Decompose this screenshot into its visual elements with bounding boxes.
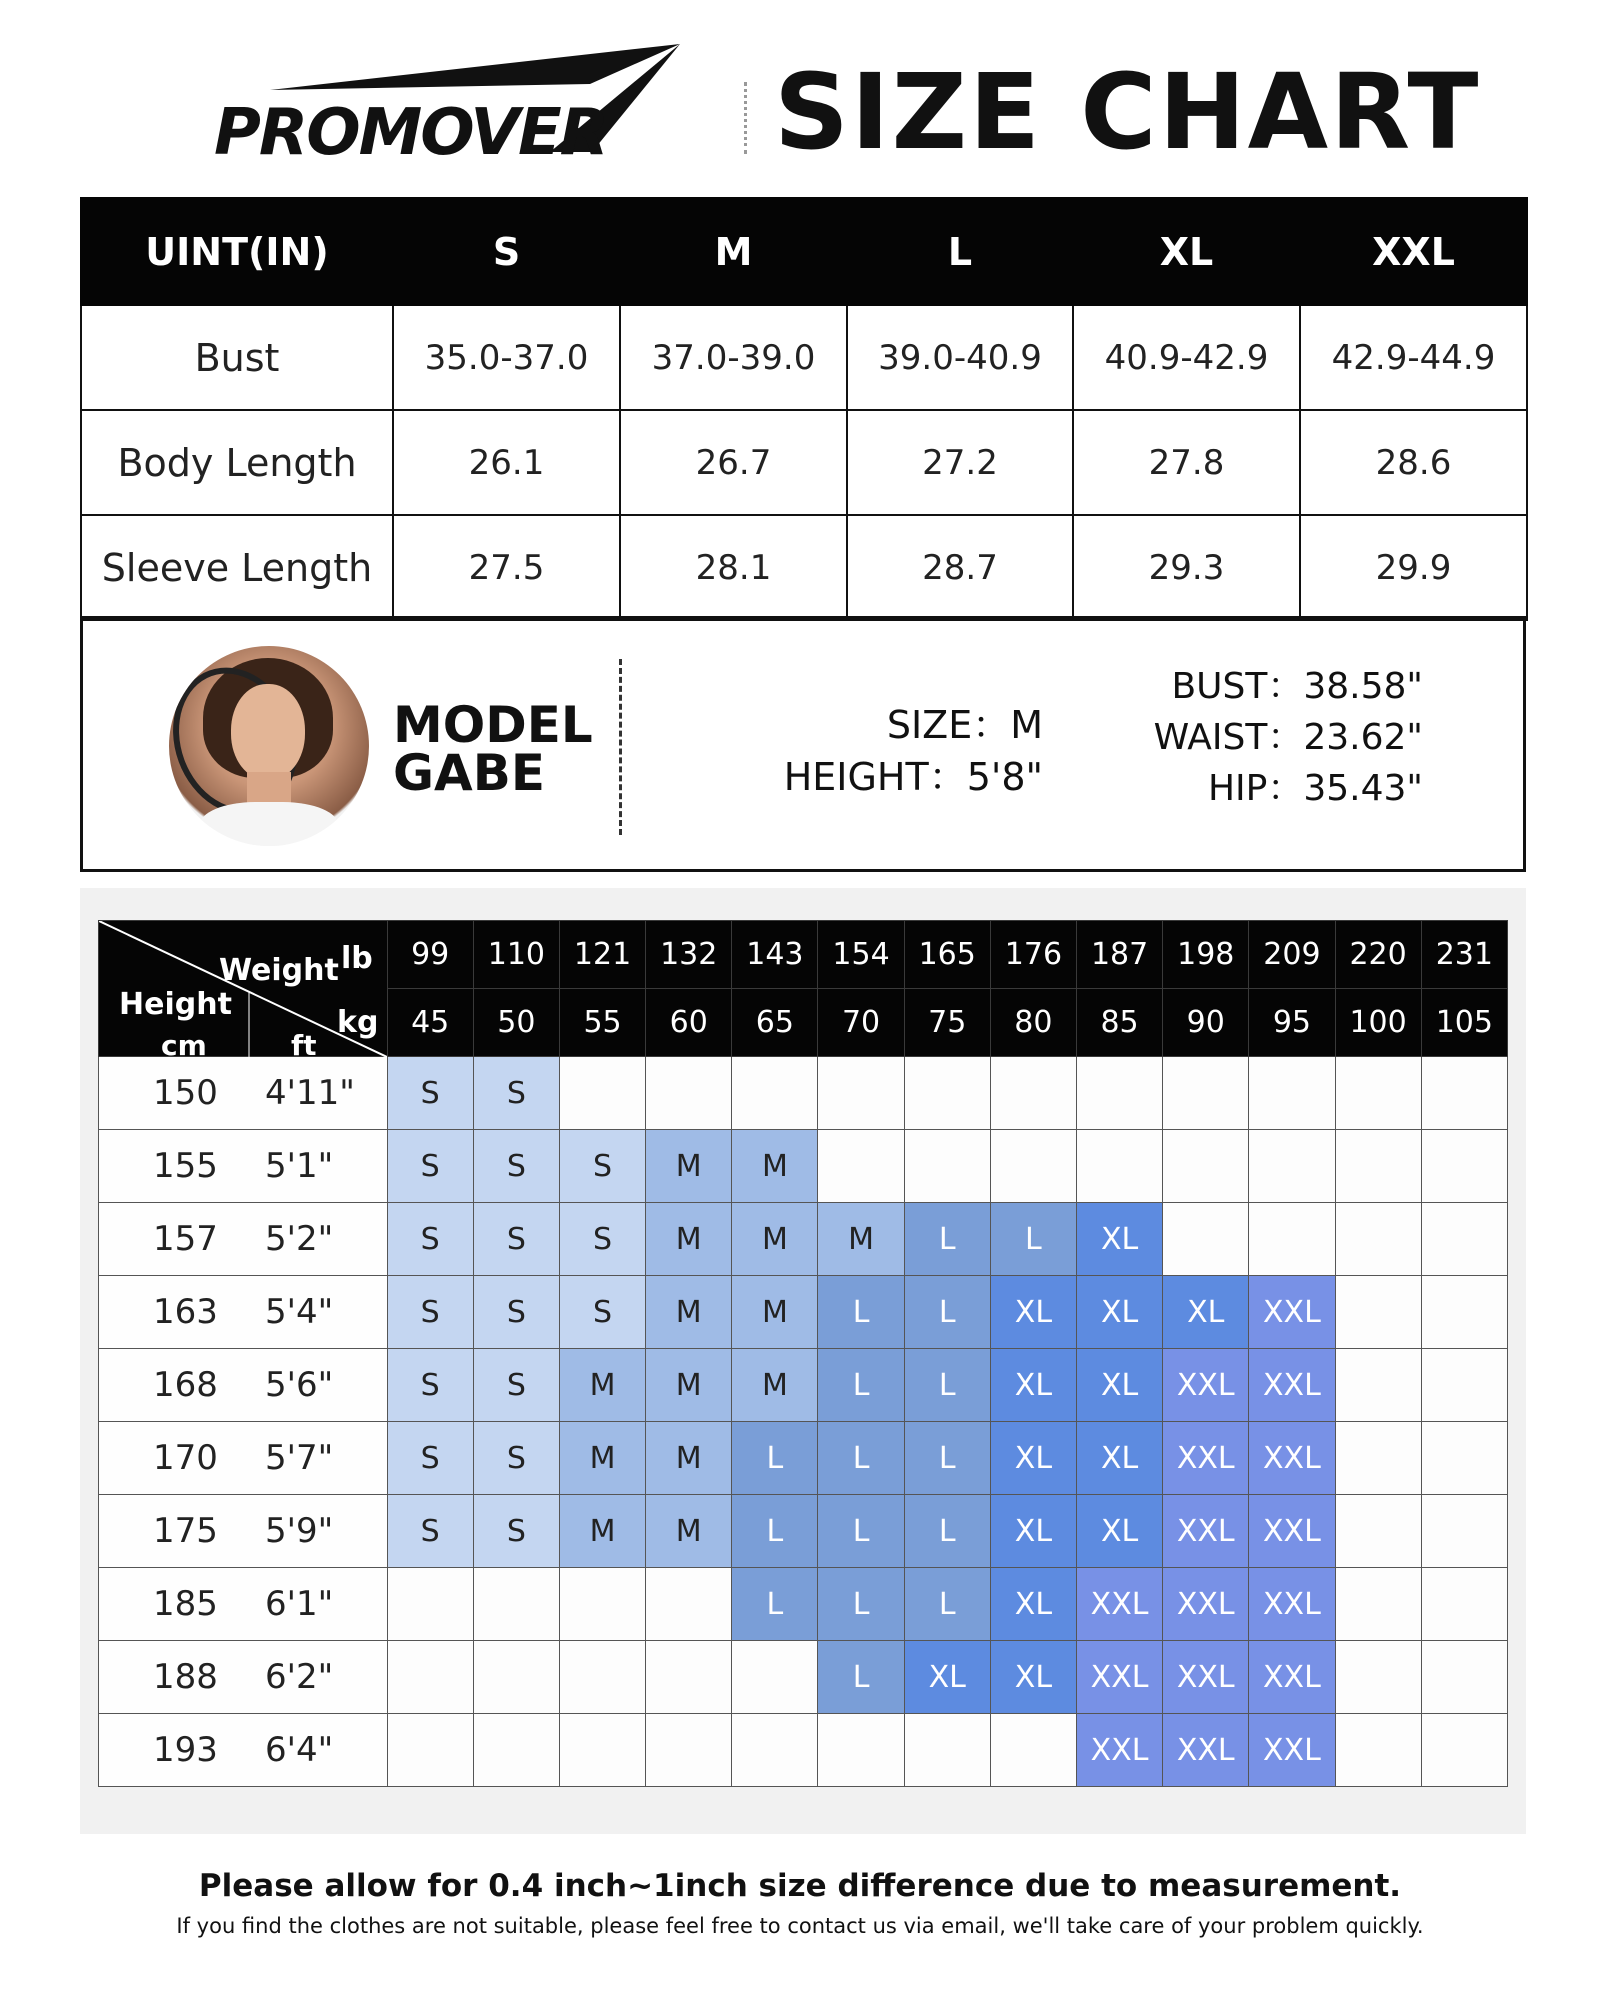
size-cell: XXL: [1163, 1349, 1249, 1422]
size-cell: [559, 1714, 645, 1787]
size-cell: XL: [1076, 1276, 1162, 1349]
size-cell: M: [646, 1130, 732, 1203]
size-cell: L: [904, 1349, 990, 1422]
weight-lb-header: 198: [1163, 921, 1249, 989]
size-cell: L: [904, 1495, 990, 1568]
size-cell: M: [646, 1276, 732, 1349]
height-row: [99, 1349, 1508, 1422]
size-cell: [1335, 1641, 1421, 1714]
size-cell: S: [473, 1057, 559, 1130]
size-cell: XXL: [1163, 1422, 1249, 1495]
size-cell: XL: [1076, 1349, 1162, 1422]
height-cm: 157: [153, 1219, 218, 1259]
size-cell: XL: [1076, 1203, 1162, 1276]
size-cell: XXL: [1163, 1495, 1249, 1568]
height-ft: 6'4": [265, 1730, 334, 1770]
size-header: M: [620, 198, 847, 305]
model-avatar: [169, 646, 369, 846]
weight-kg-header: 105: [1421, 989, 1507, 1057]
page-header: [0, 0, 1600, 190]
size-cell: M: [559, 1349, 645, 1422]
size-cell: M: [646, 1203, 732, 1276]
size-cell: XXL: [1163, 1641, 1249, 1714]
size-cell: [1076, 1130, 1162, 1203]
size-cell: [387, 1568, 473, 1641]
size-cell: [473, 1568, 559, 1641]
size-cell: [732, 1714, 818, 1787]
size-cell: XXL: [1249, 1276, 1335, 1349]
model-name: MODEL GABE: [393, 696, 593, 802]
size-cell: M: [559, 1495, 645, 1568]
size-cell: [1076, 1057, 1162, 1130]
weight-kg-header: 90: [1163, 989, 1249, 1057]
measurement-table: [80, 197, 1528, 621]
measurement-row-label: Bust: [81, 305, 393, 410]
height-cell: [99, 1422, 388, 1495]
size-grid-panel: [80, 888, 1526, 1834]
size-cell: L: [904, 1276, 990, 1349]
size-cell: XXL: [1249, 1349, 1335, 1422]
size-cell: [1421, 1276, 1507, 1349]
size-cell: [904, 1057, 990, 1130]
size-cell: [1335, 1568, 1421, 1641]
size-cell: M: [732, 1203, 818, 1276]
size-cell: L: [732, 1422, 818, 1495]
size-cell: [990, 1057, 1076, 1130]
size-cell: [818, 1714, 904, 1787]
size-cell: S: [387, 1422, 473, 1495]
size-cell: XL: [990, 1568, 1076, 1641]
weight-lb-header: 143: [732, 921, 818, 989]
size-cell: [1421, 1422, 1507, 1495]
height-cm: 188: [153, 1657, 218, 1697]
size-cell: XXL: [1249, 1422, 1335, 1495]
height-row: [99, 1495, 1508, 1568]
height-cell: [99, 1714, 388, 1787]
weight-kg-header: 60: [646, 989, 732, 1057]
unit-label: UINT(IN): [81, 198, 393, 305]
measurement-row: [81, 515, 1527, 620]
model-measurements: [1043, 661, 1423, 814]
size-cell: XL: [1076, 1495, 1162, 1568]
size-cell: [1335, 1495, 1421, 1568]
size-cell: S: [387, 1276, 473, 1349]
size-cell: [990, 1130, 1076, 1203]
cm-label: cm: [161, 1029, 207, 1062]
measurement-value: 29.9: [1300, 515, 1527, 620]
weight-lb-header: 209: [1249, 921, 1335, 989]
size-cell: [990, 1714, 1076, 1787]
size-cell: [559, 1057, 645, 1130]
height-cell: [99, 1641, 388, 1714]
weight-lb-header: 110: [473, 921, 559, 989]
height-ft: 6'2": [265, 1657, 334, 1697]
header-divider: [744, 82, 747, 154]
height-cm: 168: [153, 1365, 218, 1405]
height-row: [99, 1641, 1508, 1714]
size-cell: [1163, 1203, 1249, 1276]
height-ft: 5'2": [265, 1219, 334, 1259]
size-cell: XXL: [1249, 1495, 1335, 1568]
model-size-height: [713, 699, 1043, 803]
size-cell: [646, 1568, 732, 1641]
measurement-value: 40.9-42.9: [1073, 305, 1300, 410]
size-cell: S: [387, 1203, 473, 1276]
size-cell: [1421, 1130, 1507, 1203]
size-cell: S: [473, 1203, 559, 1276]
size-cell: [1335, 1349, 1421, 1422]
height-row: [99, 1422, 1508, 1495]
size-cell: S: [387, 1495, 473, 1568]
size-cell: L: [818, 1495, 904, 1568]
size-cell: [1421, 1641, 1507, 1714]
size-cell: M: [732, 1276, 818, 1349]
model-hip: HIP：35.43": [1207, 768, 1423, 809]
weight-lb-header: 99: [387, 921, 473, 989]
size-cell: XXL: [1249, 1641, 1335, 1714]
height-cm: 150: [153, 1073, 218, 1113]
height-cell: [99, 1568, 388, 1641]
measurement-value: 27.2: [847, 410, 1073, 515]
size-cell: L: [818, 1349, 904, 1422]
height-cm: 170: [153, 1438, 218, 1478]
size-cell: XXL: [1076, 1568, 1162, 1641]
size-cell: [1335, 1422, 1421, 1495]
footer-note: Please allow for 0.4 inch~1inch size difference due to measurement.: [198, 1868, 1402, 1904]
size-cell: L: [904, 1568, 990, 1641]
weight-label: Weight: [219, 953, 339, 988]
height-cm: 175: [153, 1511, 218, 1551]
size-cell: [387, 1641, 473, 1714]
measurement-value: 42.9-44.9: [1300, 305, 1527, 410]
weight-kg-header: 75: [904, 989, 990, 1057]
size-cell: [473, 1641, 559, 1714]
size-cell: S: [473, 1130, 559, 1203]
size-cell: S: [473, 1276, 559, 1349]
size-cell: L: [732, 1495, 818, 1568]
lb-label: lb: [341, 941, 373, 976]
height-ft: 6'1": [265, 1584, 334, 1624]
kg-label: kg: [337, 1005, 379, 1040]
size-cell: S: [387, 1349, 473, 1422]
size-header: S: [393, 198, 620, 305]
weight-kg-header: 45: [387, 989, 473, 1057]
size-cell: S: [387, 1057, 473, 1130]
measurement-row: [81, 305, 1527, 410]
size-cell: [1335, 1714, 1421, 1787]
size-cell: [904, 1714, 990, 1787]
size-cell: XL: [1076, 1422, 1162, 1495]
measurement-header-row: [81, 198, 1527, 305]
measurement-value: 27.5: [393, 515, 620, 620]
footer-contact-note: If you find the clothes are not suitable, please feel free to contact us via email, we'll take care of your problem quickly.: [176, 1914, 1424, 1938]
size-cell: M: [646, 1495, 732, 1568]
size-cell: [1335, 1130, 1421, 1203]
size-cell: S: [473, 1495, 559, 1568]
height-label: Height: [119, 987, 232, 1022]
weight-kg-header: 70: [818, 989, 904, 1057]
grid-corner-header: [99, 921, 388, 1062]
height-row: [99, 1130, 1508, 1203]
size-cell: XXL: [1163, 1714, 1249, 1787]
size-cell: XXL: [1076, 1641, 1162, 1714]
size-cell: [1421, 1203, 1507, 1276]
measurement-value: 28.6: [1300, 410, 1527, 515]
size-cell: [646, 1641, 732, 1714]
model-divider: [619, 659, 622, 835]
measurement-value: 28.1: [620, 515, 847, 620]
weight-kg-header: 85: [1076, 989, 1162, 1057]
height-row: [99, 1203, 1508, 1276]
size-cell: XXL: [1249, 1568, 1335, 1641]
measurement-row: [81, 410, 1527, 515]
size-cell: XL: [990, 1276, 1076, 1349]
model-bust: BUST：38.58": [1171, 666, 1423, 707]
size-cell: [1421, 1349, 1507, 1422]
size-cell: [646, 1057, 732, 1130]
size-cell: XL: [990, 1495, 1076, 1568]
height-row: [99, 1568, 1508, 1641]
weight-kg-header: 50: [473, 989, 559, 1057]
weight-kg-header: 80: [990, 989, 1076, 1057]
size-cell: L: [818, 1422, 904, 1495]
size-cell: [1249, 1203, 1335, 1276]
measurement-value: 28.7: [847, 515, 1073, 620]
size-cell: M: [559, 1422, 645, 1495]
size-cell: S: [559, 1130, 645, 1203]
weight-lb-header: 187: [1076, 921, 1162, 989]
lb-row: [99, 921, 1508, 989]
size-cell: S: [559, 1276, 645, 1349]
weight-kg-header: 95: [1249, 989, 1335, 1057]
size-header: L: [847, 198, 1073, 305]
model-info-box: [80, 616, 1526, 872]
size-cell: [1335, 1203, 1421, 1276]
size-cell: [559, 1641, 645, 1714]
measurement-value: 39.0-40.9: [847, 305, 1073, 410]
size-cell: S: [473, 1422, 559, 1495]
height-ft: 5'6": [265, 1365, 334, 1405]
size-cell: M: [646, 1349, 732, 1422]
measurement-value: 26.7: [620, 410, 847, 515]
height-ft: 5'4": [265, 1292, 334, 1332]
weight-lb-header: 165: [904, 921, 990, 989]
height-cell: [99, 1130, 388, 1203]
model-waist: WAIST：23.62": [1153, 717, 1423, 758]
measurement-value: 26.1: [393, 410, 620, 515]
measurement-value: 37.0-39.0: [620, 305, 847, 410]
size-cell: [559, 1568, 645, 1641]
size-cell: XL: [990, 1422, 1076, 1495]
size-cell: [1421, 1714, 1507, 1787]
size-cell: XL: [990, 1349, 1076, 1422]
ft-label: ft: [291, 1029, 317, 1062]
size-cell: [1421, 1495, 1507, 1568]
measurement-value: 35.0-37.0: [393, 305, 620, 410]
size-cell: [818, 1057, 904, 1130]
height-ft: 5'7": [265, 1438, 334, 1478]
weight-lb-header: 176: [990, 921, 1076, 989]
height-cm: 163: [153, 1292, 218, 1332]
size-cell: S: [387, 1130, 473, 1203]
size-cell: M: [646, 1422, 732, 1495]
size-cell: XXL: [1076, 1714, 1162, 1787]
size-cell: L: [904, 1203, 990, 1276]
size-cell: [732, 1057, 818, 1130]
size-cell: L: [818, 1276, 904, 1349]
height-cell: [99, 1276, 388, 1349]
size-cell: [818, 1130, 904, 1203]
size-cell: [1421, 1568, 1507, 1641]
height-cell: [99, 1203, 388, 1276]
size-cell: [1335, 1276, 1421, 1349]
size-cell: XL: [1163, 1276, 1249, 1349]
measurement-row-label: Sleeve Length: [81, 515, 393, 620]
model-height: HEIGHT：5'8": [783, 755, 1043, 799]
size-cell: S: [473, 1349, 559, 1422]
size-cell: [473, 1714, 559, 1787]
size-cell: [1421, 1057, 1507, 1130]
brand-logo: [210, 44, 690, 170]
height-row: [99, 1276, 1508, 1349]
size-cell: XL: [990, 1641, 1076, 1714]
weight-lb-header: 154: [818, 921, 904, 989]
size-cell: XL: [904, 1641, 990, 1714]
height-row: [99, 1057, 1508, 1130]
size-cell: [1163, 1057, 1249, 1130]
height-row: [99, 1714, 1508, 1787]
weight-lb-header: 231: [1421, 921, 1507, 989]
size-cell: XXL: [1163, 1568, 1249, 1641]
size-cell: [1335, 1057, 1421, 1130]
height-cm: 193: [153, 1730, 218, 1770]
size-cell: [1249, 1130, 1335, 1203]
size-cell: XXL: [1249, 1714, 1335, 1787]
size-cell: [904, 1130, 990, 1203]
size-cell: L: [818, 1568, 904, 1641]
weight-lb-header: 121: [559, 921, 645, 989]
height-ft: 5'9": [265, 1511, 334, 1551]
size-cell: L: [904, 1422, 990, 1495]
height-cm: 185: [153, 1584, 218, 1624]
size-cell: [732, 1641, 818, 1714]
size-cell: [1163, 1130, 1249, 1203]
size-cell: [387, 1714, 473, 1787]
size-cell: S: [559, 1203, 645, 1276]
size-cell: L: [732, 1568, 818, 1641]
size-cell: [1249, 1057, 1335, 1130]
size-cell: L: [818, 1641, 904, 1714]
measurement-value: 29.3: [1073, 515, 1300, 620]
size-header: XL: [1073, 198, 1300, 305]
size-cell: M: [818, 1203, 904, 1276]
height-cm: 155: [153, 1146, 218, 1186]
height-cell: [99, 1349, 388, 1422]
weight-kg-header: 100: [1335, 989, 1421, 1057]
measurement-value: 27.8: [1073, 410, 1300, 515]
weight-lb-header: 132: [646, 921, 732, 989]
weight-kg-header: 65: [732, 989, 818, 1057]
size-cell: M: [732, 1130, 818, 1203]
height-cell: [99, 1495, 388, 1568]
measurement-row-label: Body Length: [81, 410, 393, 515]
height-cell: [99, 1057, 388, 1130]
weight-lb-header: 220: [1335, 921, 1421, 989]
model-size: SIZE：M: [886, 703, 1043, 747]
size-cell: M: [732, 1349, 818, 1422]
size-cell: L: [990, 1203, 1076, 1276]
height-ft: 5'1": [265, 1146, 334, 1186]
size-cell: [646, 1714, 732, 1787]
page-title: SIZE CHART: [774, 51, 1481, 173]
size-header: XXL: [1300, 198, 1527, 305]
size-grid-table: [98, 920, 1508, 1787]
height-ft: 4'11": [265, 1073, 355, 1113]
logo-text: PROMOVER: [214, 96, 607, 170]
weight-kg-header: 55: [559, 989, 645, 1057]
